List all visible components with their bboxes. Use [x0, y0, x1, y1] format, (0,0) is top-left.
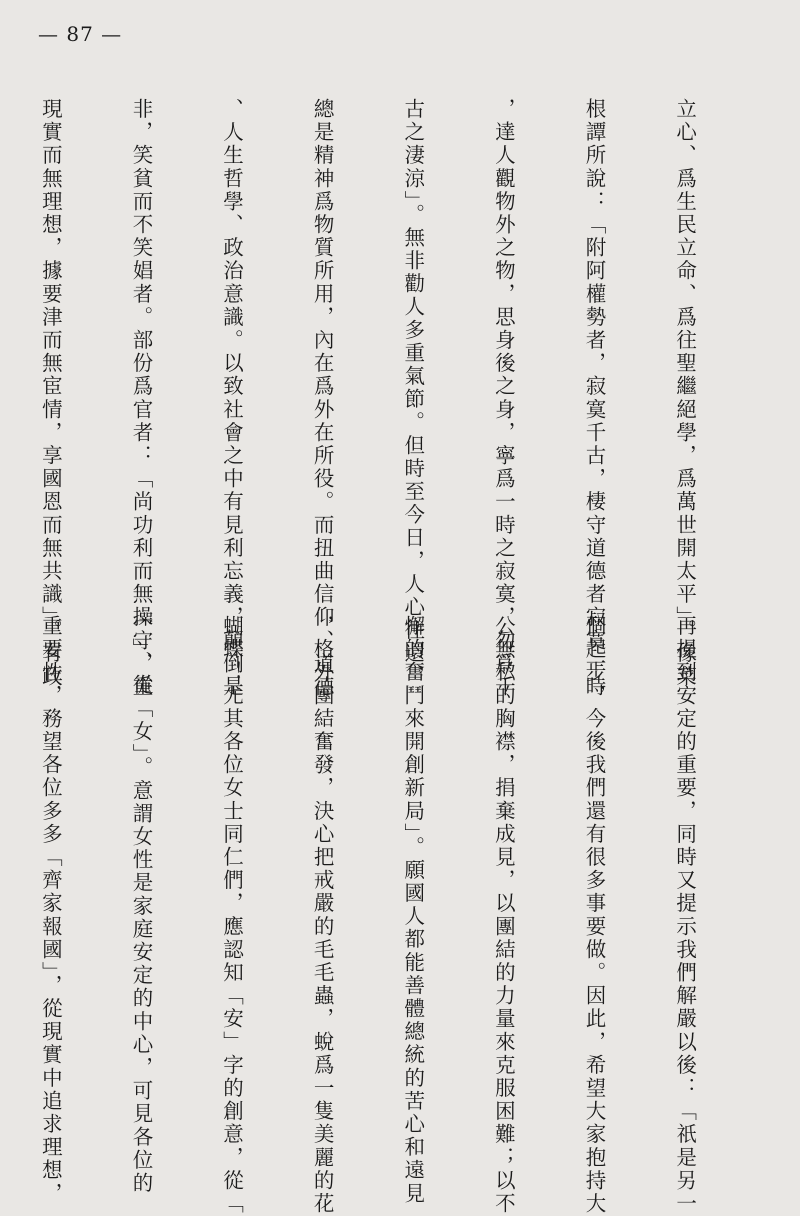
lower-text-block — [38, 615, 760, 1216]
text-column: 根譚所說：「附阿權勢者，寂寞千古，棲守道德者寂寞一時 — [581, 98, 606, 699]
page-number: — 87 — — [38, 22, 123, 46]
text-column: 再提到安定的重要，同時又提示我們解嚴以後：「祇是另一 — [672, 615, 697, 1216]
text-column: 懈的奮鬥來開創新局」。願國人都能善體總統的苦心和遠見 — [400, 615, 425, 1206]
text-column: 宀」、從「女」。意謂女性是家庭安定的中心，可見各位的 — [128, 615, 153, 1196]
text-column: 個起步，今後我們還有很多事要做。因此，希望大家抱持大 — [581, 615, 606, 1216]
text-column: 重要性，務望各位多多「齊家報國」，從現實中追求理想， — [38, 615, 63, 1206]
text-column: 非，笑貧而不笑娼者。部份爲官者：「尚功利而無操守，重 — [128, 98, 153, 699]
text-column: 、人生哲學、政治意識。以致社會之中有見利忘義，顛倒是 — [219, 98, 244, 699]
text-column: ，格外團結奮發，決心把戒嚴的毛毛蟲，蛻爲一隻美麗的花 — [310, 615, 335, 1216]
upper-text-block — [38, 98, 760, 699]
text-column: 立心、爲生民立命、爲往聖繼絕學，爲萬世開太平」。像菜 — [672, 98, 697, 689]
text-column: 公無私的胸襟，捐棄成見，以團結的力量來克服困難；以不 — [491, 615, 516, 1216]
text-column: 總是精神爲物質所用，內在爲外在所役。而扭曲信仰、道德 — [310, 98, 335, 699]
text-column: 現實而無理想，據要津而無宦情，享國恩而無共識」。有政 — [38, 98, 63, 689]
text-column: 蝴蝶！尤其各位女士同仁們，應認知「安」字的創意，從「 — [219, 615, 244, 1216]
text-column: ，達人觀物外之物，思身後之身，寧爲一時之寂寞，勿爲千 — [491, 98, 516, 699]
text-column: 古之淒涼」。無非勸人多重氣節。但時至今日，人心往還， — [400, 98, 425, 689]
